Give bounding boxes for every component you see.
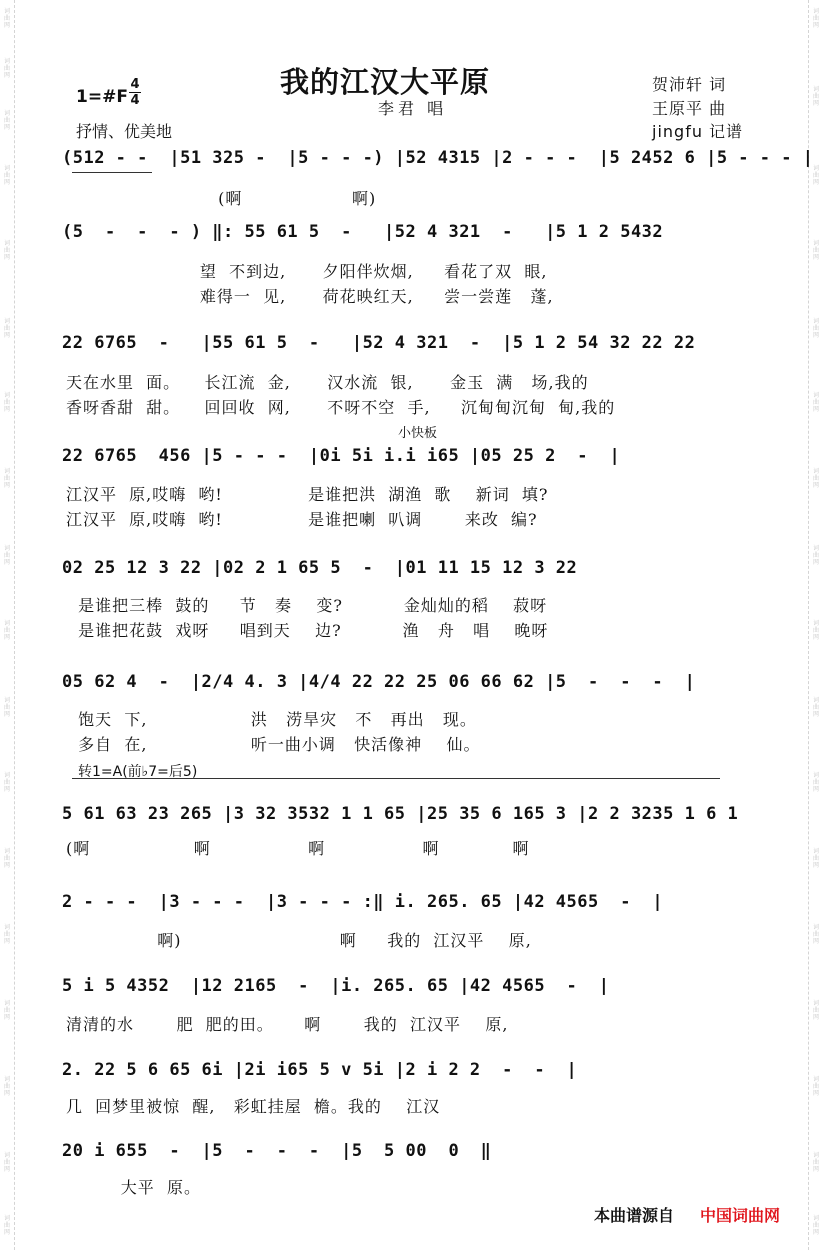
composer-credit: 王原平 曲	[652, 99, 727, 118]
music-system	[62, 1135, 752, 1169]
notation-line: 5 i 5 4352 |12 2165 - |i. 265. 65 |42 4565 - |	[62, 976, 610, 996]
watermark-text: 词曲网	[3, 392, 10, 413]
lyric-line: 大平 原。	[66, 1178, 201, 1197]
music-system	[62, 327, 752, 361]
notation-line: 2. 22 5 6 65 6i |2i i65 5 v 5i |2 i 2 2 - - |	[62, 1060, 578, 1080]
lyric-line: 多自 在, 听一曲小调 快活像神 仙。	[66, 735, 481, 754]
watermark-left	[0, 0, 15, 1250]
lyric-line: 饱天 下, 洪 涝旱灾 不 再出 现。	[66, 710, 477, 729]
watermark-text: 词曲网	[3, 848, 10, 869]
watermark-text: 词曲网	[3, 1000, 10, 1021]
key-signature: 1=#F	[76, 87, 128, 107]
watermark-text: 词曲网	[3, 545, 10, 566]
meter-bottom: 4	[130, 93, 140, 108]
music-system	[62, 552, 752, 586]
watermark-text: 词曲网	[812, 772, 819, 793]
notation-line: 22 6765 - |55 61 5 - |52 4 321 - |5 1 2 54 32 22 22	[62, 333, 696, 353]
lyric-line: 江汉平 原,哎嗨 哟! 是谁把洪 湖渔 歌 新词 填?	[66, 485, 549, 504]
watermark-text: 词曲网	[812, 1000, 819, 1021]
lyric-line: 难得一 见, 荷花映红天, 尝一尝莲 蓬,	[66, 287, 554, 306]
lyric-line: 天在水里 面。 长江流 金, 汉水流 银, 金玉 满 场,我的	[66, 373, 589, 392]
watermark-text: 词曲网	[3, 924, 10, 945]
watermark-text: 词曲网	[3, 697, 10, 718]
meter-top: 4	[130, 77, 140, 92]
music-system	[62, 798, 752, 832]
lyric-line: 江汉平 原,哎嗨 哟! 是谁把喇 叭调 来改 编?	[66, 510, 538, 529]
beam-line	[72, 172, 152, 174]
watermark-text: 词曲网	[812, 1215, 819, 1236]
source-label: 本曲谱源自	[594, 1206, 675, 1225]
music-system	[62, 1054, 752, 1088]
lyric-line: 啊) 啊 我的 江汉平 原,	[66, 931, 532, 950]
watermark-right	[808, 0, 825, 1250]
watermark-text: 词曲网	[812, 392, 819, 413]
watermark-text: 词曲网	[3, 772, 10, 793]
music-system	[62, 970, 752, 1004]
notation-line: 05 62 4 - |2/4 4. 3 |4/4 22 22 25 06 66 62 |5 - - - |	[62, 672, 696, 692]
watermark-text: 词曲网	[3, 318, 10, 339]
watermark-text: 词曲网	[812, 620, 819, 641]
watermark-text: 词曲网	[3, 1152, 10, 1173]
lyric-line: 清清的水 肥 肥的田。 啊 我的 江汉平 原,	[66, 1015, 509, 1034]
watermark-text: 词曲网	[3, 1215, 10, 1236]
lyric-line: 是谁把花鼓 戏呀 唱到天 边? 渔 舟 唱 晚呀	[66, 621, 549, 640]
watermark-text: 词曲网	[812, 468, 819, 489]
watermark-text: 词曲网	[3, 1076, 10, 1097]
music-system	[62, 216, 752, 250]
watermark-text: 词曲网	[812, 697, 819, 718]
music-system	[62, 440, 752, 474]
song-title: 我的江汉大平原	[280, 65, 491, 99]
watermark-text: 词曲网	[812, 165, 819, 186]
time-signature	[129, 78, 141, 107]
lyric-line: (啊 啊 啊 啊 啊	[66, 839, 530, 858]
watermark-text: 词曲网	[3, 58, 10, 79]
lyric-line: 望 不到边, 夕阳伴炊烟, 看花了双 眼,	[66, 262, 548, 281]
watermark-text: 词曲网	[812, 86, 819, 107]
watermark-text: 词曲网	[812, 545, 819, 566]
lyric-line: (啊 啊)	[66, 189, 377, 208]
notation-line: (5 - - - ) ‖: 55 61 5 - |52 4 321 - |5 1 2 5432	[62, 222, 696, 242]
notator-credit: jingfu 记谱	[652, 122, 744, 141]
notation-line: (512 - - |51 325 - |5 - - -) |52 4315 |2 - - - |5 2452 6 |5 - - - |	[62, 148, 814, 168]
lyric-line: 几 回梦里被惊 醒, 彩虹挂屋 檐。我的 江汉	[66, 1097, 441, 1116]
notation-line: 5 61 63 23 265 |3 32 3532 1 1 65 |25 35 6 165 3 |2 2 3235 1 6 1	[62, 804, 739, 824]
modulation-marking: 转1=A(前♭7=后5)	[78, 764, 198, 780]
tempo-marking: 小快板	[398, 426, 438, 441]
watermark-text: 词曲网	[812, 8, 819, 29]
lyric-line: 是谁把三棒 鼓的 节 奏 变? 金灿灿的稻 菽呀	[66, 596, 548, 615]
watermark-text: 词曲网	[3, 468, 10, 489]
music-system	[62, 666, 752, 700]
watermark-text: 词曲网	[812, 848, 819, 869]
notation-line: 20 i 655 - |5 - - - |5 5 00 0 ‖	[62, 1141, 492, 1161]
watermark-text: 词曲网	[812, 240, 819, 261]
notation-line: 2 - - - |3 - - - |3 - - - :‖ i. 265. 65 |42 4565 - |	[62, 892, 664, 912]
watermark-text: 词曲网	[812, 924, 819, 945]
expression-marking: 抒情、优美地	[76, 122, 173, 141]
watermark-text: 词曲网	[3, 110, 10, 131]
notation-line: 02 25 12 3 22 |02 2 1 65 5 - |01 11 15 12 3 22	[62, 558, 578, 578]
watermark-text: 词曲网	[3, 165, 10, 186]
music-system	[62, 886, 752, 920]
watermark-text: 词曲网	[3, 240, 10, 261]
site-brand-link[interactable]: 中国词曲网	[700, 1206, 781, 1225]
watermark-text: 词曲网	[3, 620, 10, 641]
singer-credit: 李君 唱	[378, 99, 448, 118]
music-system	[62, 142, 814, 176]
watermark-text: 词曲网	[3, 8, 10, 29]
watermark-text: 词曲网	[812, 318, 819, 339]
notation-line: 22 6765 456 |5 - - - |0i 5i i.i i65 |05 25 2 - |	[62, 446, 621, 466]
modulation-bracket	[72, 778, 720, 779]
watermark-text: 词曲网	[812, 1152, 819, 1173]
lyric-line: 香呀香甜 甜。 回回收 网, 不呀不空 手, 沉甸甸沉甸 甸,我的	[66, 398, 616, 417]
watermark-text: 词曲网	[812, 1076, 819, 1097]
lyricist-credit: 贺沛轩 词	[652, 75, 727, 94]
